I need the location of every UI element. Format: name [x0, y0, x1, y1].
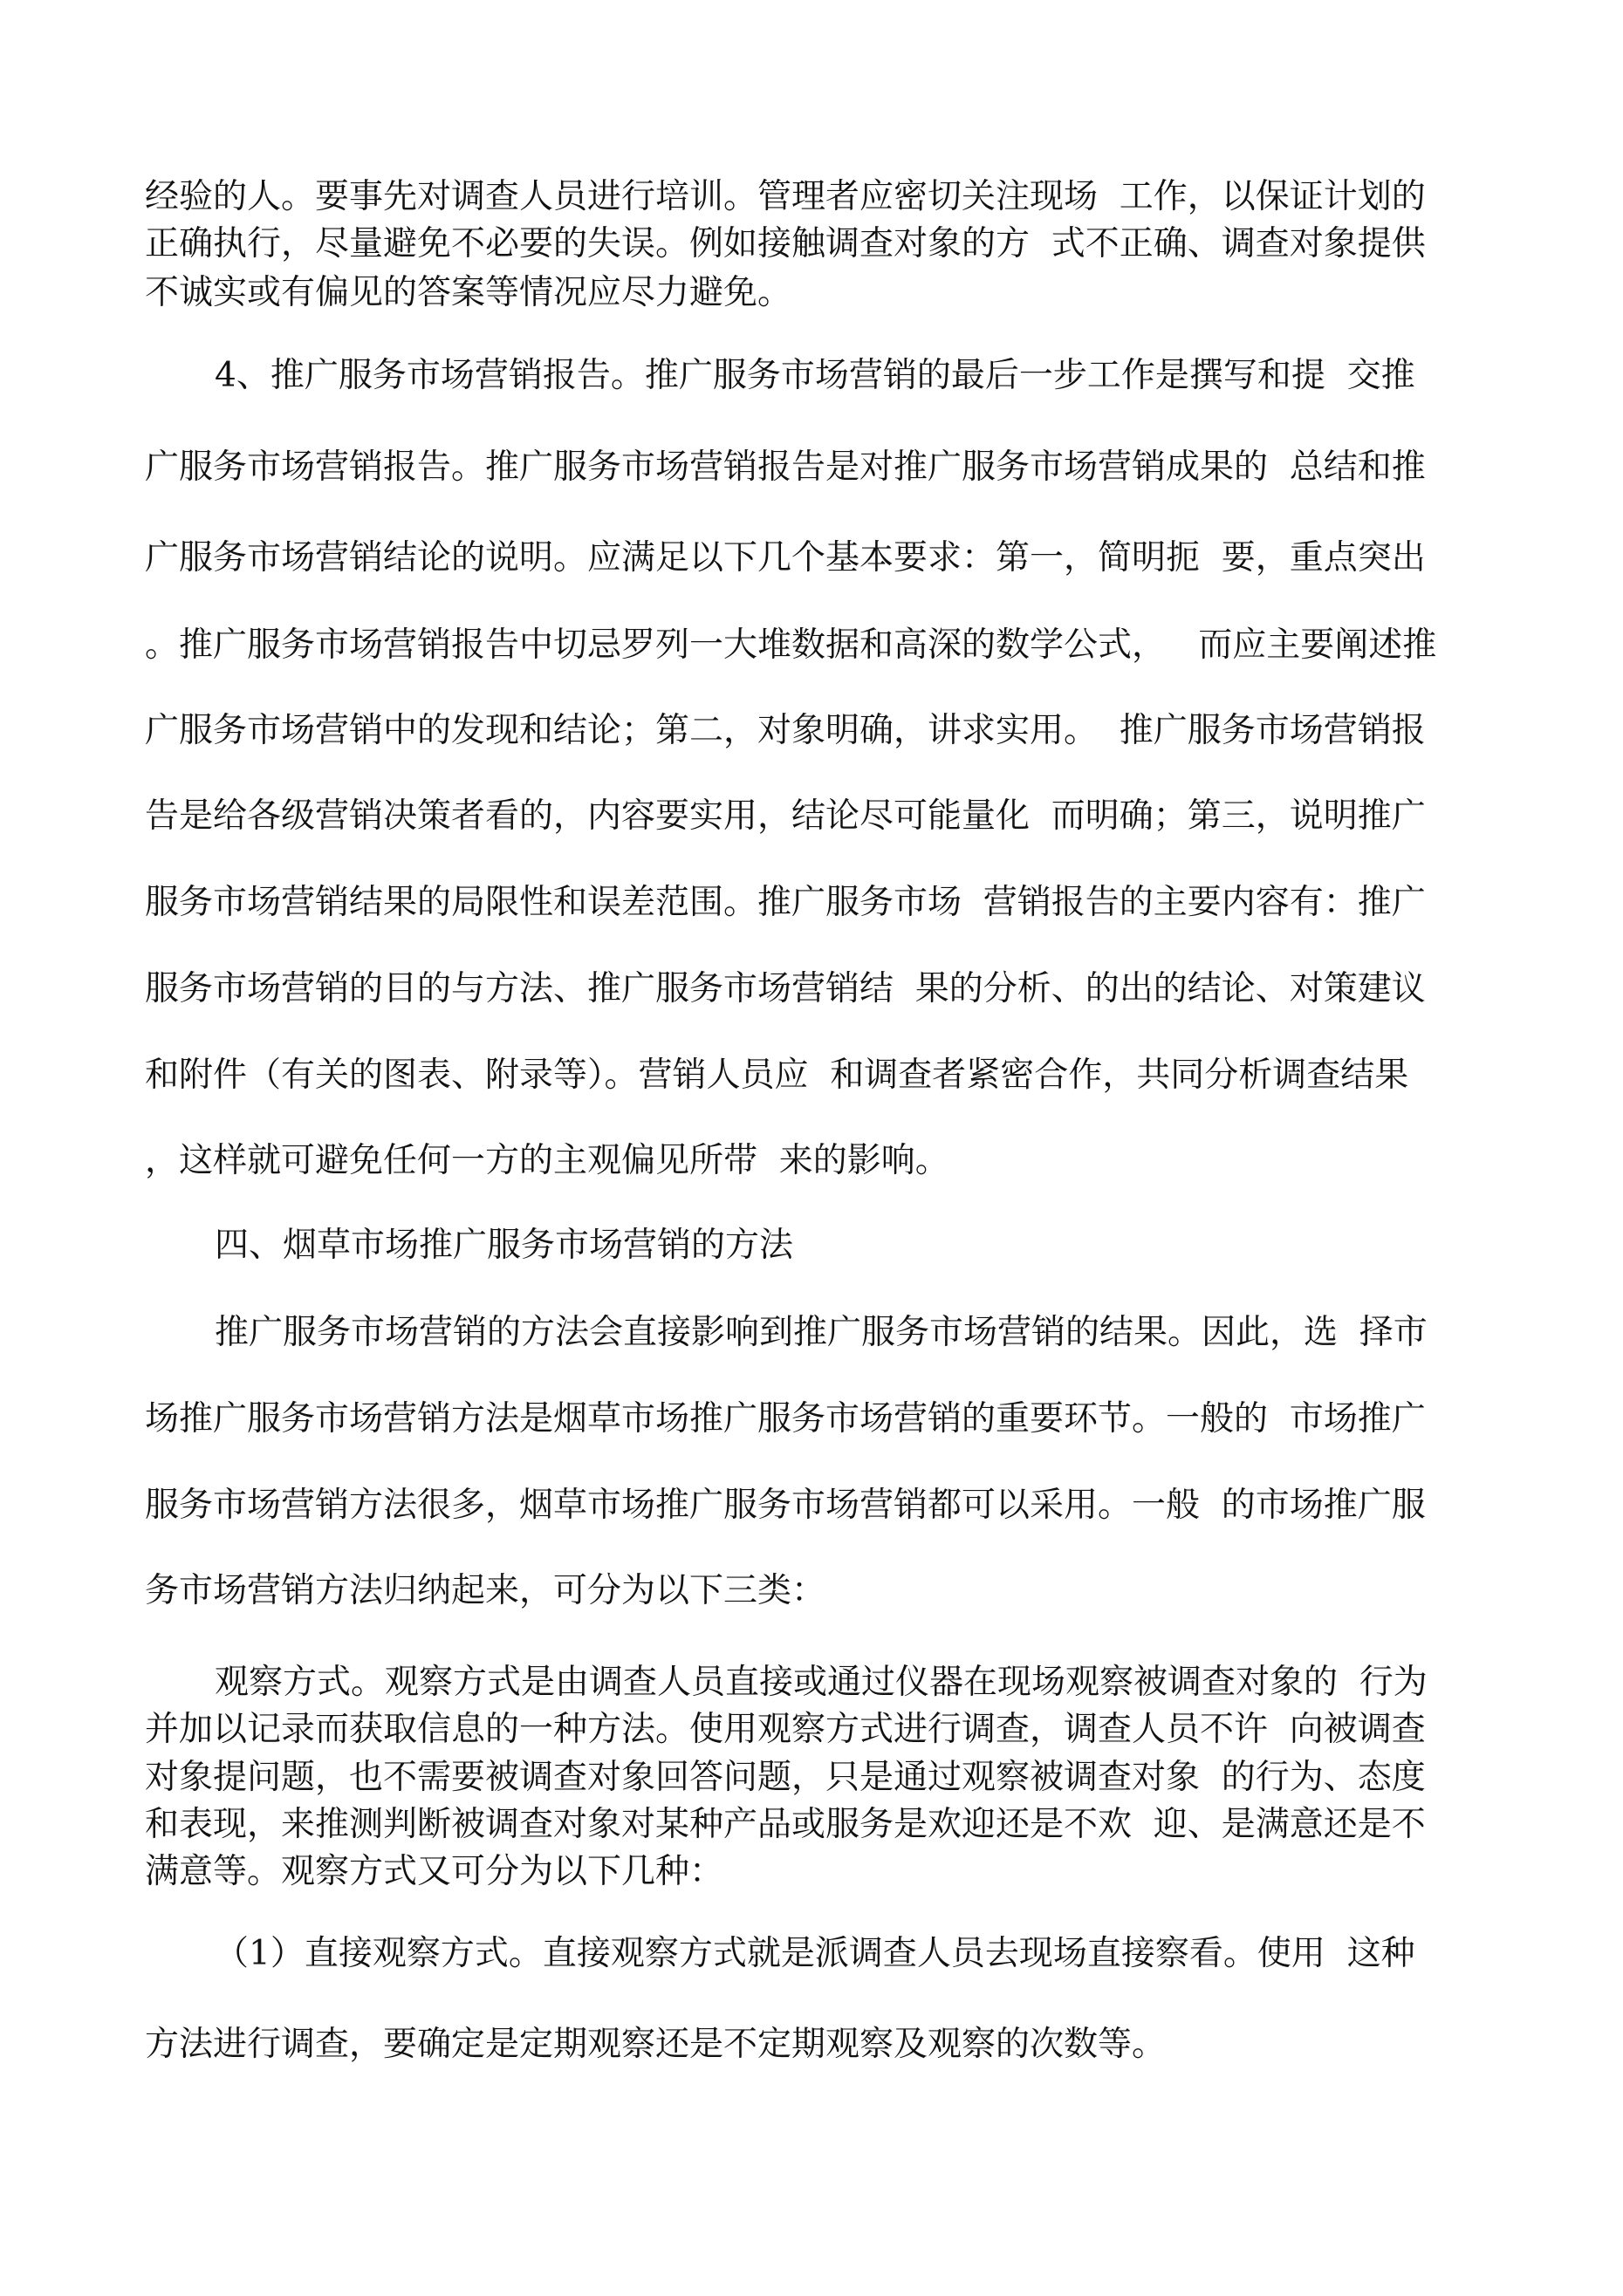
text-line: 广服务市场营销结论的说明。应满足以下几个基本要求：第一，简明扼 要，重点突出: [145, 538, 1426, 577]
text-line: 不诚实或有偏见的答案等情况应尽力避免。: [145, 273, 792, 312]
text-line: 4、推广服务市场营销报告。推广服务市场营销的最后一步工作是撰写和提 交推: [215, 356, 1415, 395]
text-line: 广服务市场营销中的发现和结论；第二，对象明确，讲求实用。 推广服务市场营销报: [145, 711, 1426, 750]
text-line: 。推广服务市场营销报告中切忌罗列一大堆数据和高深的数学公式， 而应主要阐述推: [145, 625, 1437, 665]
text-line: 对象提问题，也不需要被调查对象回答问题，只是通过观察被调查对象 的行为、态度: [145, 1758, 1426, 1797]
text-line: 和表现，来推测判断被调查对象对某种产品或服务是欢迎还是不欢 迎、是满意还是不: [145, 1805, 1426, 1844]
text-line: 务市场营销方法归纳起来，可分为以下三类：: [145, 1571, 826, 1610]
text-line: 告是给各级营销决策者看的，内容要实用，结论尽可能量化 而明确；第三，说明推广: [145, 796, 1426, 836]
text-line: 四、烟草市场推广服务市场营销的方法: [215, 1226, 794, 1265]
text-line: 满意等。观察方式又可分为以下几种：: [145, 1852, 724, 1891]
text-line: 服务市场营销方法很多，烟草市场推广服务市场营销都可以采用。一般 的市场推广服: [145, 1486, 1426, 1525]
text-line: 并加以记录而获取信息的一种方法。使用观察方式进行调查，调查人员不许 向被调查: [145, 1710, 1426, 1749]
text-line: 场推广服务市场营销方法是烟草市场推广服务市场营销的重要环节。一般的 市场推广: [145, 1399, 1426, 1438]
text-line: 方法进行调查，要确定是定期观察还是不定期观察及观察的次数等。: [145, 2025, 1167, 2064]
text-line: 观察方式。观察方式是由调查人员直接或通过仪器在现场观察被调查对象的 行为: [215, 1663, 1428, 1702]
text-line: 推广服务市场营销的方法会直接影响到推广服务市场营销的结果。因此，选 择市: [215, 1313, 1428, 1352]
text-line: 正确执行，尽量避免不必要的失误。例如接触调查对象的方 式不正确、调查对象提供: [145, 224, 1426, 263]
text-line: 服务市场营销的目的与方法、推广服务市场营销结 果的分析、的出的结论、对策建议: [145, 969, 1426, 1008]
text-line: 经验的人。要事先对调查人员进行培训。管理者应密切关注现场 工作，以保证计划的: [145, 177, 1426, 216]
text-line: 和附件（有关的图表、附录等）。营销人员应 和调查者紧密合作，共同分析调查结果: [145, 1056, 1409, 1095]
text-line: 服务市场营销结果的局限性和误差范围。推广服务市场 营销报告的主要内容有：推广: [145, 883, 1426, 922]
text-line: ，这样就可避免任何一方的主观偏见所带 来的影响。: [145, 1141, 949, 1180]
text-line: 广服务市场营销报告。推广服务市场营销报告是对推广服务市场营销成果的 总结和推: [145, 448, 1426, 487]
text-line: （1）直接观察方式。直接观察方式就是派调查人员去现场直接察看。使用 这种: [215, 1934, 1415, 1973]
